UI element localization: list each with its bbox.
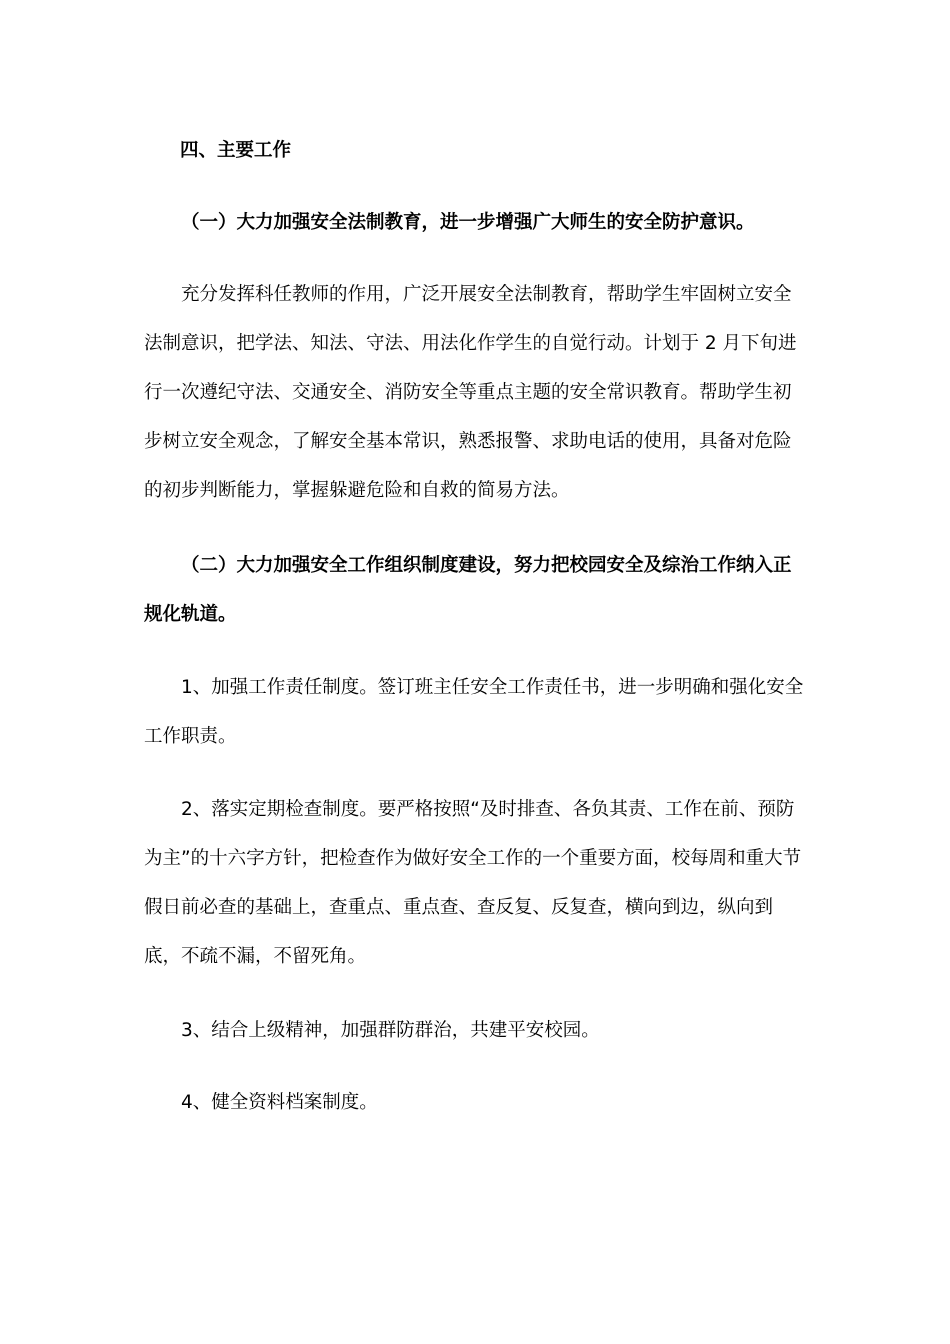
item-inspection-system: 2、落实定期检查制度。要严格按照“及时排查、各负其责、工作在前、预防为主”的十六字方针，把检查作为做好安全工作的一个重要方面，校每周和重大节假日前必查的基础上，查重点、重点查、查反复、反复查，横向到边，纵向到底，不疏不漏，不留死角。 <box>144 799 802 967</box>
subheading-one: （一）大力加强安全法制教育，进一步增强广大师生的安全防护意识。 <box>181 212 755 233</box>
item-responsibility-system: 1、加强工作责任制度。签订班主任安全工作责任书，进一步明确和强化安全工作职责。 <box>144 677 804 747</box>
paragraph-safety-education: 充分发挥科任教师的作用，广泛开展安全法制教育，帮助学生牢固树立安全法制意识，把学法、知法、守法、用法化作学生的自觉行动。计划于 2 月下旬进行一次遵纪守法、交通安全、消防安全等重点主题的安全常识教育。帮助学生初步树立安全观念，了解安全基本常识，熟悉报警、求助电话的使用，具备对危险的初步判断能力，掌握躲避危险和自救的简易方法。 <box>144 284 797 501</box>
subheading-two: （二）大力加强安全工作组织制度建设，努力把校园安全及综治工作纳入正规化轨道。 <box>144 555 792 625</box>
item-archive-system: 4、健全资料档案制度。 <box>181 1092 378 1113</box>
item-joint-prevention: 3、结合上级精神，加强群防群治，共建平安校园。 <box>181 1020 600 1041</box>
section-heading: 四、主要工作 <box>180 140 292 161</box>
